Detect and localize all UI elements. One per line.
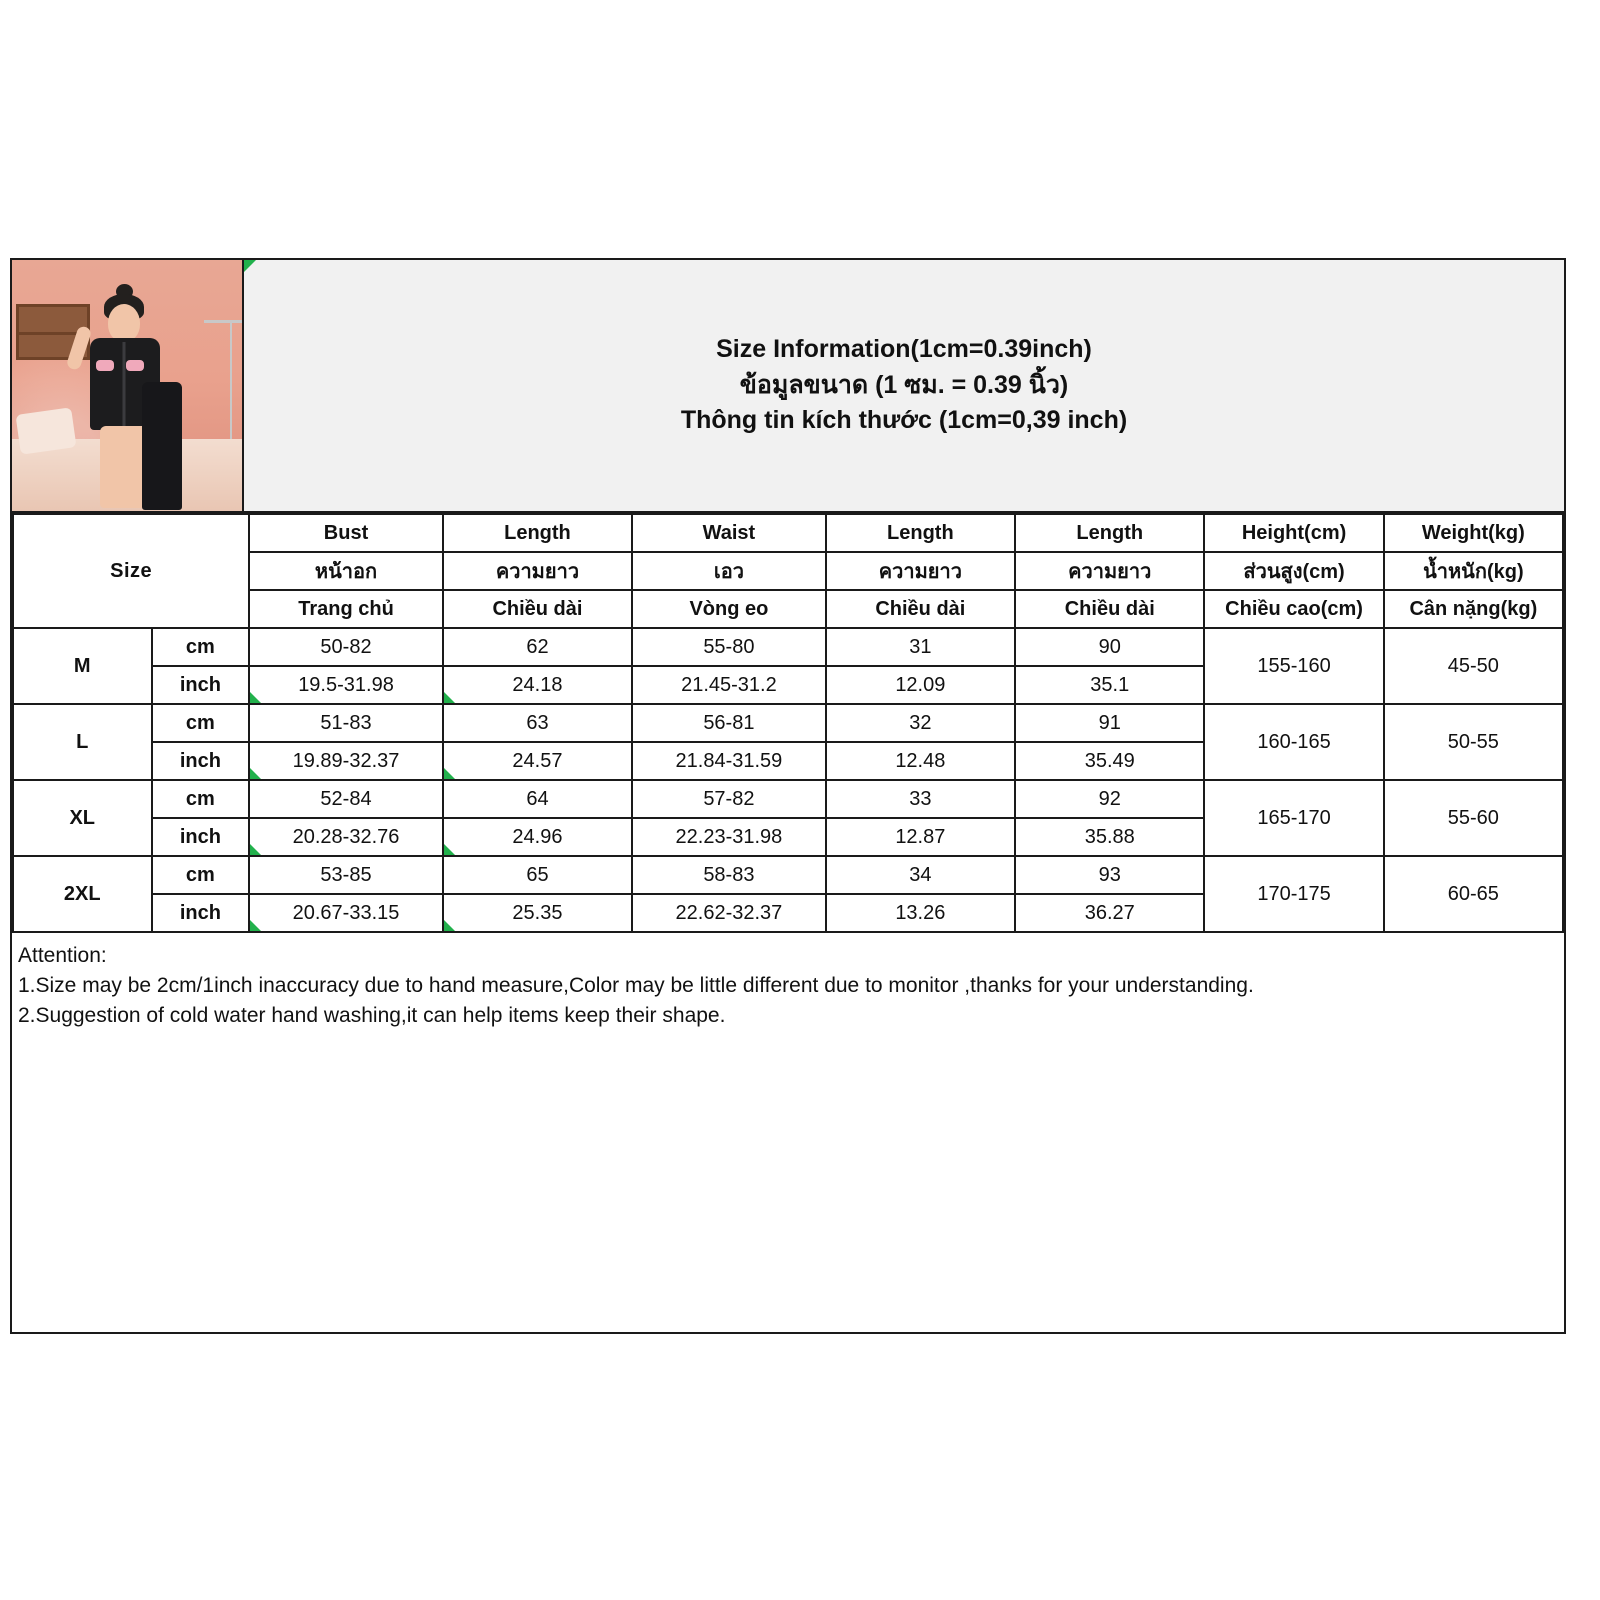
cell-2xl-height: 170-175 — [1204, 856, 1383, 932]
size-label-l: L — [13, 704, 152, 780]
col-header-length3-vi: Chiều dài — [1015, 590, 1204, 628]
cell-xl-inch-waist: 22.23-31.98 — [632, 818, 825, 856]
title-line-vi: Thông tin kích thước (1cm=0,39 inch) — [680, 406, 1128, 435]
cell-l-cm-length3: 91 — [1015, 704, 1204, 742]
cell-2xl-inch-length2: 13.26 — [826, 894, 1015, 932]
size-chart-page — [10, 258, 1566, 1334]
col-header-bust-vi: Trang chủ — [249, 590, 442, 628]
cell-xl-height: 165-170 — [1204, 780, 1383, 856]
unit-inch-l: inch — [152, 742, 250, 780]
size-label-m: M — [13, 628, 152, 704]
arm-icon — [66, 325, 93, 371]
cell-2xl-weight: 60-65 — [1384, 856, 1563, 932]
cell-l-inch-length2: 12.48 — [826, 742, 1015, 780]
cell-xl-weight: 55-60 — [1384, 780, 1563, 856]
cell-m-cm-length1: 62 — [443, 628, 632, 666]
product-photo — [12, 260, 242, 511]
cell-l-cm-waist: 56-81 — [632, 704, 825, 742]
cell-2xl-cm-length2: 34 — [826, 856, 1015, 894]
cell-m-cm-length3: 90 — [1015, 628, 1204, 666]
col-header-length3-en: Length — [1015, 514, 1204, 552]
col-header-length1-vi: Chiều dài — [443, 590, 632, 628]
size-label-xl: XL — [13, 780, 152, 856]
cell-xl-inch-length2: 12.87 — [826, 818, 1015, 856]
header-band — [12, 260, 1564, 513]
bow-left-icon — [96, 360, 114, 371]
col-header-length2-en: Length — [826, 514, 1015, 552]
green-corner-marker-icon — [244, 260, 256, 272]
cell-m-inch-length3: 35.1 — [1015, 666, 1204, 704]
product-photo-cell — [12, 260, 244, 511]
title-block — [244, 260, 1564, 511]
col-header-length3-th: ความยาว — [1015, 552, 1204, 590]
col-header-bust-th: หน้าอก — [249, 552, 442, 590]
attention-line-2: 2.Suggestion of cold water hand washing,it can help items keep their shape. — [18, 1003, 726, 1027]
button-placket-icon — [123, 342, 126, 426]
table-row — [13, 780, 1563, 818]
size-word-cell: Size — [13, 514, 249, 628]
cell-m-height: 155-160 — [1204, 628, 1383, 704]
col-header-waist-vi: Vòng eo — [632, 590, 825, 628]
unit-cm-2xl: cm — [152, 856, 250, 894]
col-header-height-vi: Chiều cao(cm) — [1204, 590, 1383, 628]
cell-l-inch-length1: 24.57 — [443, 742, 632, 780]
unit-cm-xl: cm — [152, 780, 250, 818]
cell-l-weight: 50-55 — [1384, 704, 1563, 780]
size-label-2xl: 2XL — [13, 856, 152, 932]
col-header-length1-th: ความยาว — [443, 552, 632, 590]
cell-xl-cm-length3: 92 — [1015, 780, 1204, 818]
col-header-waist-th: เอว — [632, 552, 825, 590]
cell-l-inch-waist: 21.84-31.59 — [632, 742, 825, 780]
cell-2xl-inch-waist: 22.62-32.37 — [632, 894, 825, 932]
title-line-en: Size Information(1cm=0.39inch) — [716, 335, 1092, 364]
col-header-length2-th: ความยาว — [826, 552, 1015, 590]
cell-m-inch-bust: 19.5-31.98 — [249, 666, 442, 704]
col-header-waist-en: Waist — [632, 514, 825, 552]
cell-xl-cm-bust: 52-84 — [249, 780, 442, 818]
cell-xl-inch-bust: 20.28-32.76 — [249, 818, 442, 856]
cell-2xl-cm-bust: 53-85 — [249, 856, 442, 894]
head-icon — [108, 304, 140, 342]
cell-xl-inch-length3: 35.88 — [1015, 818, 1204, 856]
cell-2xl-cm-waist: 58-83 — [632, 856, 825, 894]
cell-xl-cm-length2: 33 — [826, 780, 1015, 818]
cell-2xl-cm-length1: 65 — [443, 856, 632, 894]
col-header-length2-vi: Chiều dài — [826, 590, 1015, 628]
col-header-length1-en: Length — [443, 514, 632, 552]
col-header-weight-en: Weight(kg) — [1384, 514, 1563, 552]
cell-m-cm-bust: 50-82 — [249, 628, 442, 666]
cell-2xl-inch-length1: 25.35 — [443, 894, 632, 932]
col-header-bust-en: Bust — [249, 514, 442, 552]
unit-cm-l: cm — [152, 704, 250, 742]
cell-m-inch-length2: 12.09 — [826, 666, 1015, 704]
cell-l-inch-bust: 19.89-32.37 — [249, 742, 442, 780]
cell-m-weight: 45-50 — [1384, 628, 1563, 704]
cell-m-inch-length1: 24.18 — [443, 666, 632, 704]
cell-m-inch-waist: 21.45-31.2 — [632, 666, 825, 704]
cell-xl-cm-length1: 64 — [443, 780, 632, 818]
attention-line-1: 1.Size may be 2cm/1inch inaccuracy due to hand measure,Color may be little different due to monitor ,thanks for your understanding. — [18, 973, 1254, 997]
size-table — [12, 513, 1564, 933]
cell-m-cm-length2: 31 — [826, 628, 1015, 666]
header-row-en — [13, 514, 1563, 552]
col-header-height-en: Height(cm) — [1204, 514, 1383, 552]
unit-cm-m: cm — [152, 628, 250, 666]
cell-l-height: 160-165 — [1204, 704, 1383, 780]
bow-right-icon — [126, 360, 144, 371]
col-header-weight-th: น้ำหนัก(kg) — [1384, 552, 1563, 590]
cell-2xl-cm-length3: 93 — [1015, 856, 1204, 894]
cell-l-inch-length3: 35.49 — [1015, 742, 1204, 780]
unit-inch-m: inch — [152, 666, 250, 704]
unit-inch-2xl: inch — [152, 894, 250, 932]
table-row — [13, 856, 1563, 894]
model-figure — [64, 286, 184, 511]
cell-l-cm-length1: 63 — [443, 704, 632, 742]
cell-l-cm-bust: 51-83 — [249, 704, 442, 742]
attention-block — [12, 933, 1564, 1030]
cell-m-cm-waist: 55-80 — [632, 628, 825, 666]
legs-icon — [100, 426, 148, 508]
col-header-weight-vi: Cân nặng(kg) — [1384, 590, 1563, 628]
pajama-pants-icon — [142, 382, 182, 510]
cell-xl-cm-waist: 57-82 — [632, 780, 825, 818]
cell-2xl-inch-length3: 36.27 — [1015, 894, 1204, 932]
cell-l-cm-length2: 32 — [826, 704, 1015, 742]
table-row — [13, 704, 1563, 742]
col-header-height-th: ส่วนสูง(cm) — [1204, 552, 1383, 590]
cell-2xl-inch-bust: 20.67-33.15 — [249, 894, 442, 932]
title-line-th: ข้อมูลขนาด (1 ซม. = 0.39 นิ้ว) — [739, 370, 1069, 399]
table-row — [13, 628, 1563, 666]
attention-heading: Attention: — [18, 944, 107, 967]
unit-inch-xl: inch — [152, 818, 250, 856]
cell-xl-inch-length1: 24.96 — [443, 818, 632, 856]
